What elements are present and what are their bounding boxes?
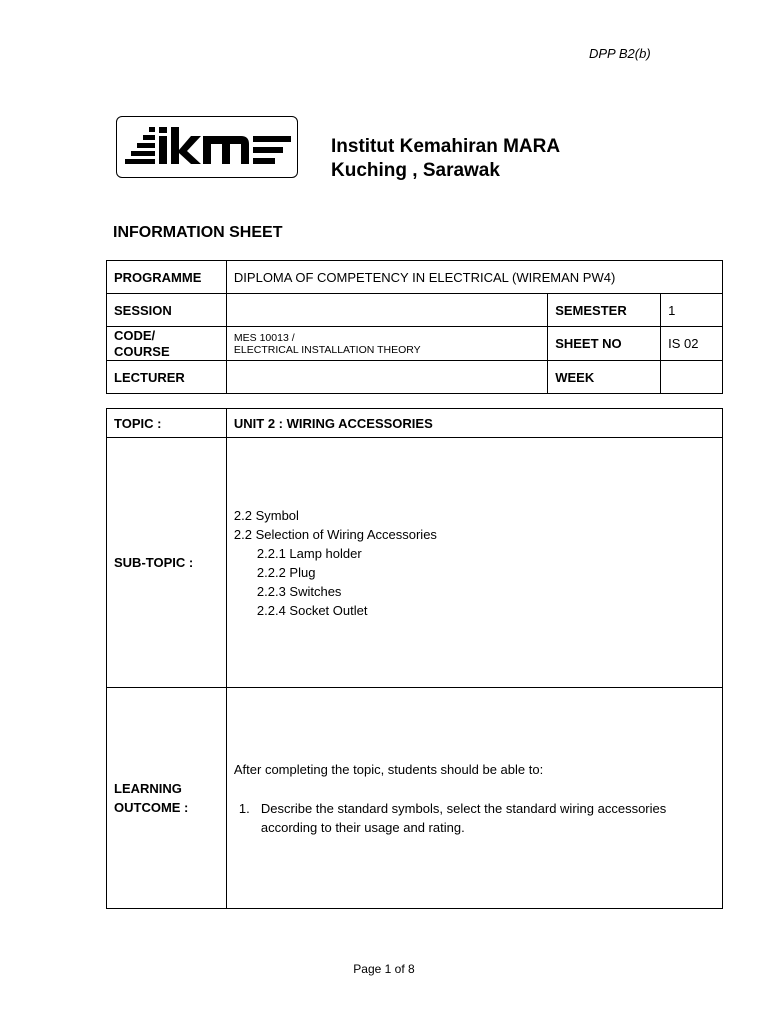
document-code: DPP B2(b) [589,46,651,61]
learning-item-number: 1. [238,800,250,816]
subtopic-item: 2.2.3 Switches [256,583,342,599]
subtopic-label: SUB-TOPIC : [107,438,227,688]
subtopic-list [226,438,722,688]
programme-value: DIPLOMA OF COMPETENCY IN ELECTRICAL (WIREMAN PW4) [226,261,722,294]
topic-table [106,408,723,909]
institution-name-line2: Kuching , Sarawak [331,160,500,181]
sheet-no-value: IS 02 [661,327,723,361]
programme-label: PROGRAMME [107,261,227,294]
lecturer-value [226,361,547,394]
learning-outcome-label-line2: OUTCOME : [114,800,189,815]
session-value [226,294,547,327]
learning-outcome-row [107,688,723,909]
learning-item-line1: Describe the standard symbols, select the standard wiring accessories [260,800,667,816]
subtopic-item: 2.2 Symbol [233,507,299,523]
week-value [661,361,723,394]
page-number: Page 1 of 8 [353,962,415,976]
session-row [107,294,723,327]
sheet-title: INFORMATION SHEET [113,224,283,241]
subtopic-row [107,438,723,688]
semester-value: 1 [661,294,723,327]
subtopic-item: 2.2 Selection of Wiring Accessories [233,526,437,542]
code-value-line1: MES 10013 / [233,331,295,344]
topic-value: UNIT 2 : WIRING ACCESSORIES [226,409,722,438]
subtopic-item: 2.2.1 Lamp holder [256,545,362,561]
topic-row [107,409,723,438]
learning-item [234,799,722,837]
programme-row [107,261,723,294]
ikm-logo-icon [117,117,297,177]
institution-name-line1: Institut Kemahiran MARA [331,136,561,157]
info-table [106,260,723,394]
learning-outcome-label-line1: LEARNING [114,781,182,796]
ikm-logo [116,116,298,178]
session-label: SESSION [107,294,227,327]
institution-name [331,135,560,183]
code-label-line1: CODE/ [114,327,156,343]
lecturer-label: LECTURER [107,361,227,394]
semester-label: SEMESTER [548,294,661,327]
code-value-line2: ELECTRICAL INSTALLATION THEORY [233,343,421,356]
subtopic-item: 2.2.2 Plug [256,564,316,580]
lecturer-row [107,361,723,394]
sheet-no-label: SHEET NO [548,327,661,361]
code-label-line2: COURSE [114,343,170,359]
code-row [107,327,723,361]
code-value [226,327,547,361]
topic-label: TOPIC : [107,409,227,438]
learning-item-line2: according to their usage and rating. [260,819,465,835]
subtopic-item: 2.2.4 Socket Outlet [256,602,368,618]
week-label: WEEK [548,361,661,394]
learning-intro: After completing the topic, students should be able to: [233,761,544,777]
learning-outcome-content [226,688,722,909]
code-label [107,327,227,361]
learning-outcome-label [107,688,227,909]
